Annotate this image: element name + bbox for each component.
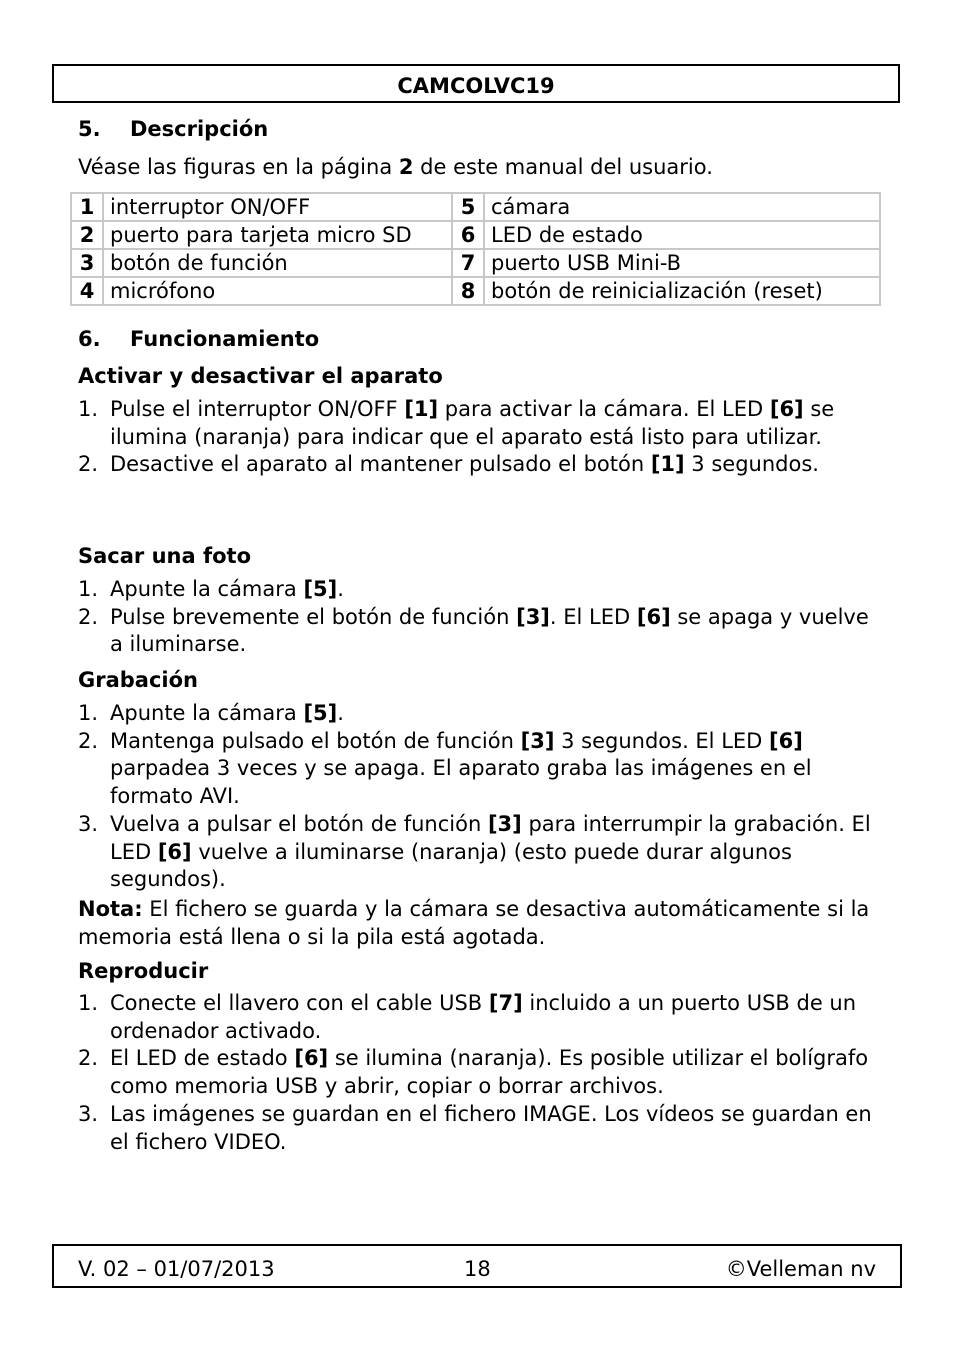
step-text: se apaga y vuelve a iluminarse. [110,604,869,657]
steps-photo [78,576,878,659]
part-label: cámara [484,193,880,221]
part-number: 5 [452,193,484,221]
step-number: 2. [78,452,99,477]
subheading-onoff: Activar y desactivar el aparato [78,364,443,388]
steps-play [78,990,878,1156]
part-reference: [3] [520,728,555,753]
list-item [78,396,878,451]
part-reference: [5] [303,701,338,725]
part-label: botón de función [103,249,452,277]
step-number: 2. [78,728,99,753]
footer-page-number: 18 [464,1257,491,1281]
step-text: se ilumina (naranja). Es posible utilizar el bolígrafo como memoria USB y abrir, copiar o borrar archivos. [110,1046,869,1099]
step-text: . [337,701,344,725]
step-text: . [337,577,344,601]
step-text: Pulse brevemente el botón de función [110,604,517,629]
list-item [78,1101,878,1156]
part-number: 8 [452,277,484,305]
step-text: Las imágenes se guardan en el fichero IMAGE. Los vídeos se guardan en el fichero VIDEO. [110,1101,872,1154]
subheading-play: Reproducir [78,959,209,983]
step-text: Apunte la cámara [110,577,304,601]
page-footer [52,1244,902,1288]
step-text: Mantenga pulsado el botón de función [110,728,521,753]
subheading-photo: Sacar una foto [78,544,251,568]
step-text: Desactive el aparato al mantener pulsado el botón [110,452,651,477]
table-row [71,221,880,249]
section-5-heading [78,117,268,141]
list-item [78,990,878,1045]
section-number: 6. [78,327,101,351]
list-item [78,1045,878,1100]
section-title: Funcionamiento [130,327,320,351]
step-number: 3. [78,1101,99,1126]
table-row [71,193,880,221]
part-reference: [6] [636,604,671,629]
part-number: 6 [452,221,484,249]
footer-version: V. 02 – 01/07/2013 [78,1257,275,1281]
part-number: 3 [71,249,103,277]
intro-text-end: de este manual del usuario. [413,155,713,179]
step-text: Pulse el interruptor ON/OFF [110,397,405,421]
list-item [78,700,878,728]
part-reference: [6] [157,839,192,864]
step-number: 1. [78,397,99,421]
part-reference: [6] [294,1046,329,1071]
part-label: puerto para tarjeta micro SD [103,221,452,249]
part-reference: [1] [650,452,685,477]
part-label: micrófono [103,277,452,305]
record-note [78,895,878,951]
section-5-intro [78,152,713,182]
part-label: LED de estado [484,221,880,249]
parts-table [70,192,881,306]
part-label: interruptor ON/OFF [103,193,452,221]
table-row [71,249,880,277]
step-text: incluido a un puerto USB de un ordenador activado. [110,991,857,1043]
step-number: 3. [78,811,99,836]
list-item [78,576,878,604]
step-text: para activar la cámara. El LED [438,397,770,421]
model-name: CAMCOLVC19 [397,74,555,98]
part-number: 1 [71,193,103,221]
part-reference: [5] [303,577,338,601]
section-6-heading [78,327,319,351]
note-text: El fichero se guarda y la cámara se desactiva automáticamente si la memoria está llena o si la pila está agotada. [78,897,870,949]
part-reference: [3] [516,604,550,629]
intro-text: Véase las figuras en la página [78,155,399,179]
step-text: vuelve a iluminarse (naranja) (esto puede durar algunos segundos). [110,839,792,892]
list-item [78,811,878,894]
footer-copyright: ©Velleman nv [725,1257,876,1281]
list-item [78,451,878,479]
steps-record [78,700,878,894]
step-text: El LED de estado [110,1046,295,1071]
part-reference: [6] [769,397,804,421]
part-label: botón de reinicialización (reset) [484,277,880,305]
step-text: parpadea 3 veces y se apaga. El aparato graba las imágenes en el formato AVI. [110,756,812,809]
table-row [71,277,880,305]
step-number: 1. [78,991,99,1015]
list-item [78,728,878,811]
page-header [52,64,900,103]
step-text: se ilumina (naranja) para indicar que el aparato está listo para utilizar. [110,397,835,449]
steps-onoff [78,396,878,479]
part-number: 4 [71,277,103,305]
step-text: Apunte la cámara [110,701,304,725]
part-reference: [6] [769,728,803,753]
step-number: 1. [78,577,99,601]
part-reference: [1] [404,397,439,421]
step-text: Vuelva a pulsar el botón de función [110,811,488,836]
part-number: 2 [71,221,103,249]
step-number: 2. [78,604,99,629]
part-label: puerto USB Mini-B [484,249,880,277]
intro-page-ref: 2 [398,155,414,179]
section-title: Descripción [130,117,269,141]
section-number: 5. [78,117,101,141]
step-text: 3 segundos. [684,452,819,477]
part-reference: [7] [488,991,523,1015]
note-label: Nota: [78,897,143,921]
part-number: 7 [452,249,484,277]
step-text: para interrumpir la grabación. El LED [110,811,871,864]
step-number: 1. [78,701,99,725]
part-reference: [3] [487,811,522,836]
step-text: 3 segundos. El LED [554,728,770,753]
subheading-record: Grabación [78,668,198,692]
list-item [78,604,878,659]
step-text: Conecte el llavero con el cable USB [110,991,489,1015]
step-number: 2. [78,1046,99,1071]
step-text: . El LED [549,604,637,629]
